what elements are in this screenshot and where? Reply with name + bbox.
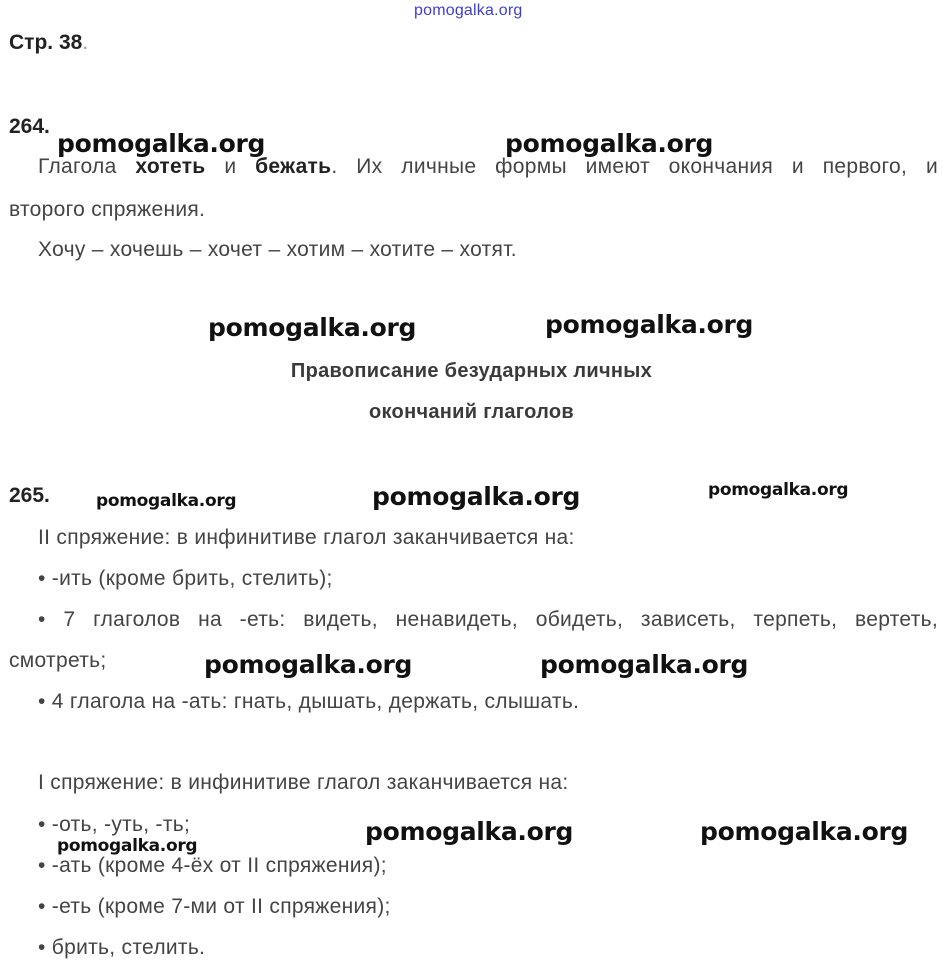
watermark: pomogalka.org	[708, 480, 849, 500]
site-link[interactable]: pomogalka.org	[414, 2, 523, 19]
exercise-264-number: 264.	[9, 115, 50, 138]
verb-khotet: хотеть	[135, 155, 206, 178]
watermark: pomogalka.org	[208, 313, 417, 342]
watermark: pomogalka.org	[700, 817, 909, 846]
page-ref-dot: .	[82, 31, 89, 54]
watermark: pomogalka.org	[545, 310, 754, 339]
watermark: pomogalka.org	[57, 836, 198, 856]
section-title-line-1: Правописание безударных личных	[290, 360, 653, 382]
exercise-264-line-1	[38, 155, 938, 179]
watermark: pomogalka.org	[505, 129, 714, 158]
conjugation-2-item-continuation: смотреть;	[9, 649, 107, 672]
watermark: pomogalka.org	[57, 129, 266, 158]
watermark: pomogalka.org	[540, 650, 749, 679]
exercise-265-number: 265.	[9, 484, 50, 507]
conjugation-2-item: • 4 глагола на -ать: гнать, дышать, держать, слышать.	[38, 690, 580, 713]
verb-bezhat: бежать	[255, 155, 332, 178]
section-title-line-2: окончаний глаголов	[368, 401, 575, 423]
ex264-text-c: . Их личные формы имеют окончания и первого, и	[331, 155, 938, 178]
conjugation-1-item: • -ать (кроме 4-ёх от II спряжения);	[38, 854, 387, 877]
watermark: pomogalka.org	[204, 650, 413, 679]
ex264-text-b: и	[205, 155, 256, 178]
conjugation-1-heading: I спряжение: в инфинитиве глагол заканчивается на:	[38, 771, 569, 794]
conjugation-1-item: • -еть (кроме 7-ми от II спряжения);	[38, 895, 391, 918]
page-ref-text: Стр. 38	[9, 31, 83, 54]
watermark: pomogalka.org	[365, 817, 574, 846]
conjugation-1-item: • брить, стелить.	[38, 936, 206, 959]
exercise-264-conjugation: Хочу – хочешь – хочет – хотим – хотите – хотят.	[38, 238, 517, 261]
conjugation-1-item: • -оть, -уть, -ть;	[38, 813, 191, 836]
watermark: pomogalka.org	[372, 482, 581, 511]
ex264-text-a: Глагола	[38, 155, 136, 178]
conjugation-2-item: • 7 глаголов на -еть: видеть, ненавидеть, обидеть, зависеть, терпеть, вертеть,	[38, 608, 938, 631]
conjugation-2-heading: II спряжение: в инфинитиве глагол заканчивается на:	[38, 526, 575, 549]
exercise-264-line-2: второго спряжения.	[9, 198, 206, 221]
conjugation-2-item: • -ить (кроме брить, стелить);	[38, 567, 333, 590]
page-reference	[9, 31, 88, 55]
watermark: pomogalka.org	[96, 491, 237, 511]
